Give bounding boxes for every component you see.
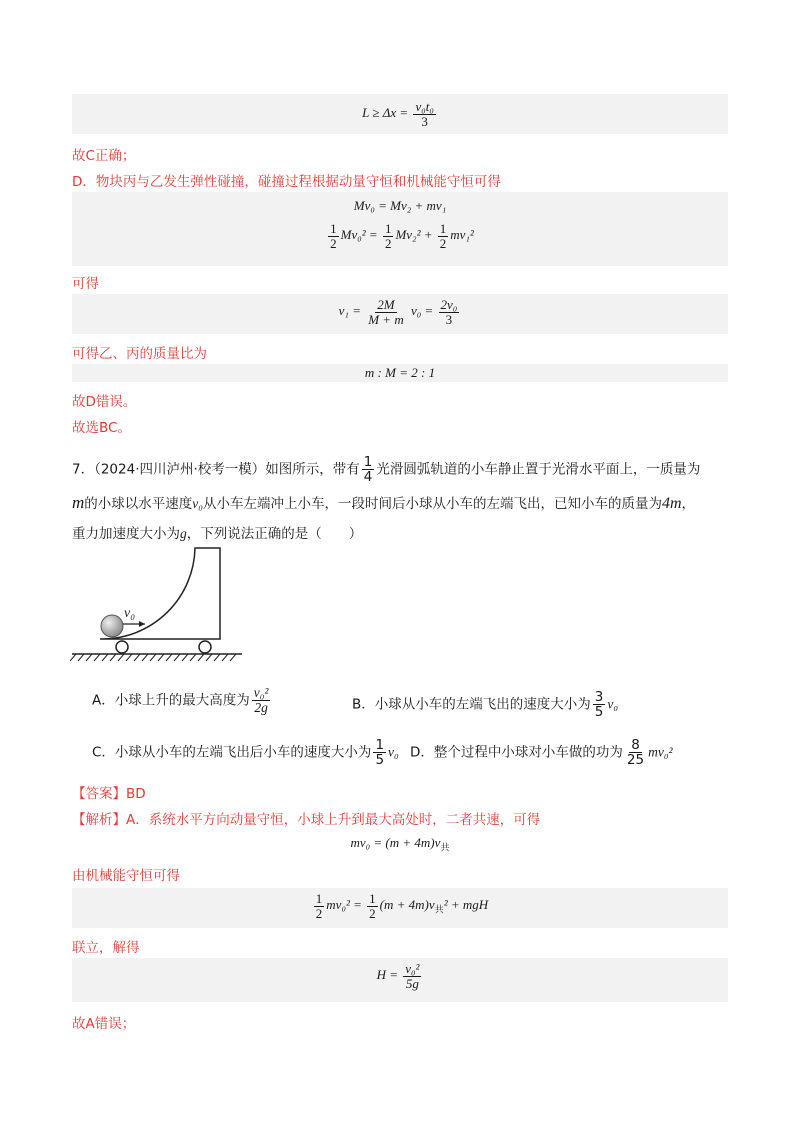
equation-ratio: m : M = 2 : 1 bbox=[364, 365, 436, 380]
analysis-line: 【解析】A．系统水平方向动量守恒，小球上升到最大高处时，二者共速，可得 bbox=[72, 812, 541, 828]
option-a[interactable]: A．小球上升的最大高度为 $\frac{\text{v₀²}}{2g}$ bbox=[92, 685, 269, 716]
option-b[interactable]: B．小球从小车的左端飞出的速度大小为 $\frac{3}{5}$ v₀ bbox=[352, 689, 619, 721]
equation-box-energy bbox=[72, 888, 728, 928]
ground-hatch bbox=[70, 654, 236, 661]
equation-box-v1 bbox=[72, 294, 728, 334]
text-energy-conservation: 由机械能守恒可得 bbox=[72, 868, 180, 884]
equation-height: H = $\frac{\text{v₀²}}{5g}$ bbox=[376, 961, 420, 991]
text-d-intro: D．物块丙与乙发生弹性碰撞，碰撞过程根据动量守恒和机械能守恒可得 bbox=[72, 174, 501, 190]
text-choice: 故选BC。 bbox=[72, 420, 131, 436]
cart-figure bbox=[70, 544, 250, 664]
wheel-left bbox=[116, 641, 128, 653]
velocity-label: v₀ bbox=[124, 606, 136, 621]
equation-box-collision bbox=[72, 192, 728, 266]
equation-momentum: Mv₀ = Mv₂ + mv₁ bbox=[353, 198, 447, 213]
equation-energy: $\frac{1}{2}$ Mv₀² = $\frac{1}{2}$ Mv₂² + $\frac{1}{2}$ mv₁² bbox=[330, 221, 474, 251]
equation-box-ratio bbox=[72, 364, 728, 382]
question-line-2: m的小球以水平速度v₀从小车左端冲上小车，一段时间后小球从小车的左端飞出，已知小车的质量为4m， bbox=[72, 493, 696, 512]
text-a-wrong: 故A错误； bbox=[72, 1016, 136, 1032]
equation-energy-height: $\frac{1}{2}$ mv₀² = $\frac{1}{2}$ $(m + 4m)v_共^2$ + mgH bbox=[315, 891, 489, 921]
ball bbox=[101, 615, 123, 637]
equation-box-length bbox=[72, 94, 728, 134]
question-line-1: 7．（2024·四川泸州·校考一模）如图所示，带有 $\frac{1}{4}$ 光滑圆弧轨道的小车静止置于光滑水平面上，一质量为 bbox=[72, 454, 701, 486]
answer-line: 【答案】BD bbox=[72, 786, 146, 802]
wheel-right bbox=[199, 641, 211, 653]
text-solve: 联立，解得 bbox=[72, 940, 140, 956]
equation-box-common-velocity bbox=[72, 830, 728, 856]
text-c-correct: 故C正确； bbox=[72, 148, 136, 164]
text-d-wrong: 故D错误。 bbox=[72, 394, 137, 410]
option-d[interactable]: D．整个过程中小球对小车做的功为 $\frac{8}{25}$ mv₀² bbox=[410, 737, 673, 769]
equation-box-height bbox=[72, 958, 728, 1002]
text-kede: 可得 bbox=[72, 276, 99, 292]
text-mass-ratio-intro: 可得乙、丙的质量比为 bbox=[72, 346, 207, 362]
equation-length: L ≥ Δx = $\frac{\text{v₀t₀}}{3}$ bbox=[362, 99, 434, 129]
equation-v1: v₁ = $\frac{2M}{M + m}$ v₀ = $\frac{\text{2v₀}}{3}$ bbox=[338, 297, 458, 327]
question-line-3: 重力加速度大小为g，下列说法正确的是（ ） bbox=[72, 526, 363, 542]
equation-common-velocity: $mv_0 = (m + 4m)v_共$ bbox=[350, 835, 450, 853]
option-c[interactable]: C．小球从小车的左端飞出后小车的速度大小为 $\frac{1}{5}$ v₀ bbox=[92, 737, 399, 769]
